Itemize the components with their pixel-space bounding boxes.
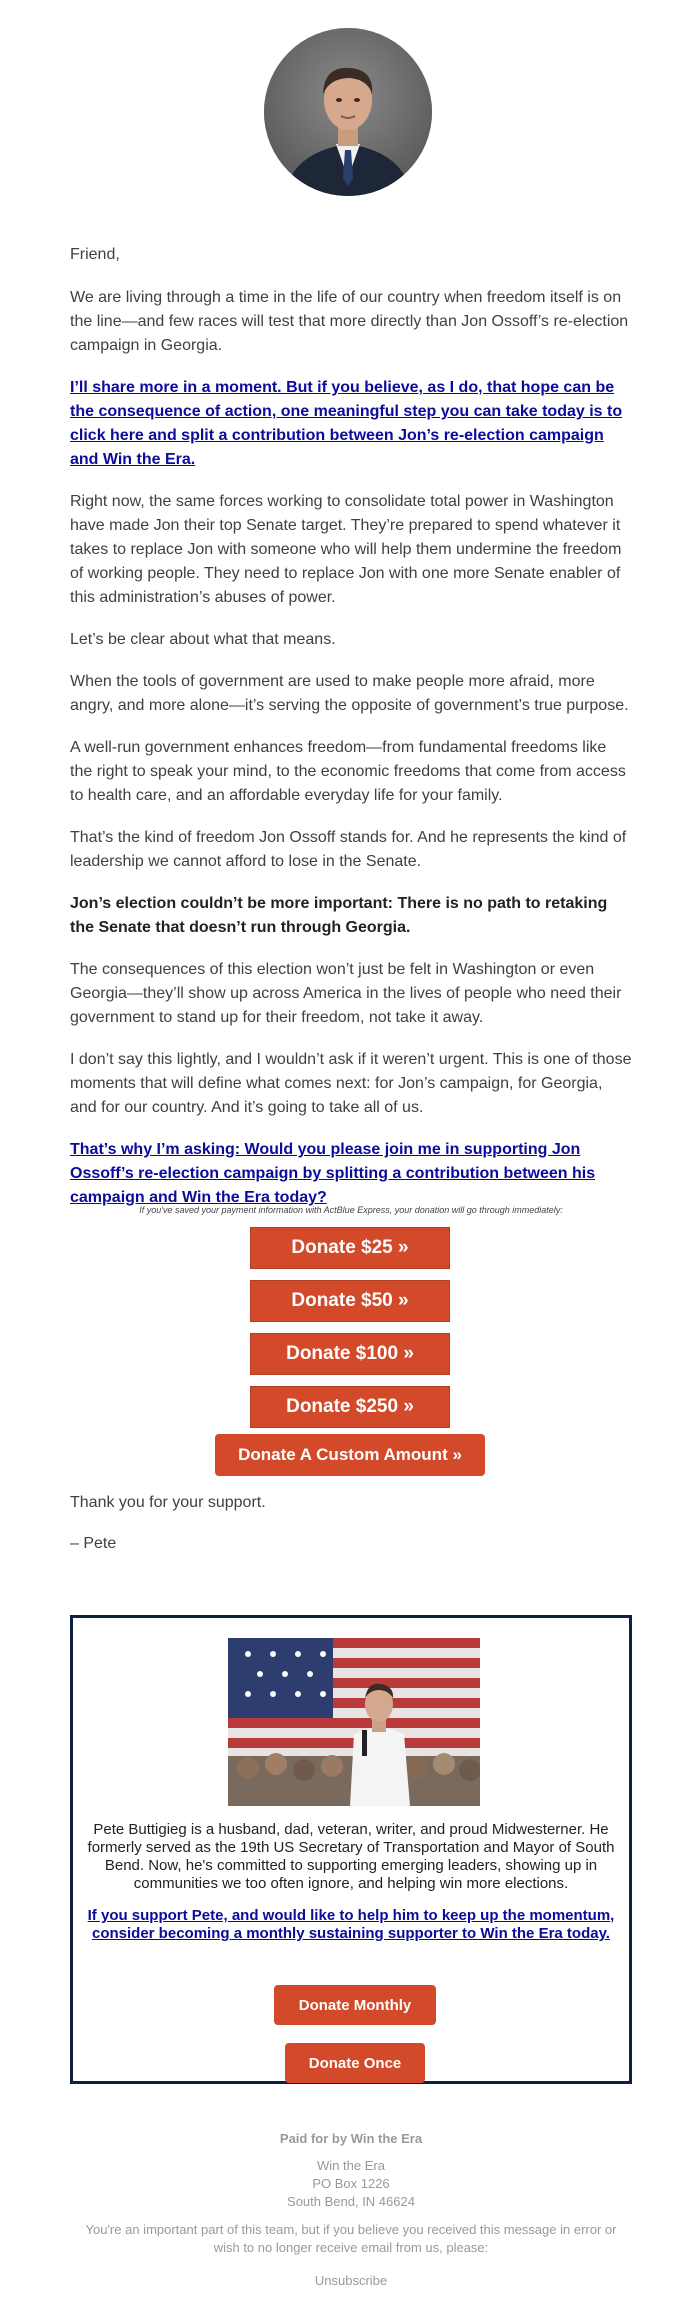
bio-box bbox=[70, 1615, 632, 2084]
paragraph-tools-of-government: When the tools of government are used to make people more afraid, more angry, and more alone—it’s serving the opposite of government’s true purpose. bbox=[70, 673, 629, 714]
footer-city: South Bend, IN 46624 bbox=[287, 2194, 415, 2209]
donate-25-button[interactable]: Donate $25 » bbox=[250, 1227, 450, 1269]
unsubscribe-link[interactable]: Unsubscribe bbox=[314, 2273, 388, 2288]
footer-po-box: PO Box 1226 bbox=[312, 2176, 390, 2191]
paragraph-ossoff-freedom: That’s the kind of freedom Jon Ossoff stands for. And he represents the kind of leadership we cannot afford to lose in the Senate. bbox=[70, 829, 627, 870]
donate-link-join-me[interactable]: That’s why I’m asking: Would you please join me in supporting Jon Ossoff’s re-election campaign by splitting a contribution between his campaign and Win the Era today? bbox=[70, 1141, 596, 1206]
donate-custom-amount-button[interactable]: Donate A Custom Amount » bbox=[215, 1434, 485, 1476]
paragraph-urgent: I don’t say this lightly, and I wouldn’t ask if it weren’t urgent. This is one of those moments that will define what comes next: for Jon’s campaign, for Georgia, and for our country. And it’s going to take all of us. bbox=[70, 1051, 632, 1116]
actblue-express-note: If you've saved your payment information with ActBlue Express, your donation will go through immediately: bbox=[139, 1205, 563, 1215]
footer-org-name: Win the Era bbox=[317, 2158, 385, 2173]
letter-body bbox=[70, 243, 632, 1228]
signature: – Pete bbox=[70, 1535, 117, 1552]
bio-description: Pete Buttigieg is a husband, dad, veteran, writer, and proud Midwesterner. He formerly served as the 19th US Secretary of Transportation and Mayor of South Bend. Now, he's committed to supporting emerging leaders, showing up in communities we too often ignore, and helping win more elections. bbox=[87, 1821, 615, 1892]
bio-photo bbox=[228, 1638, 480, 1806]
donate-100-button[interactable]: Donate $100 » bbox=[250, 1333, 450, 1375]
paragraph-no-path-bold: Jon’s election couldn’t be more important: There is no path to retaking the Senate that doesn’t run through Georgia. bbox=[70, 895, 608, 936]
donate-monthly-button[interactable]: Donate Monthly bbox=[274, 1985, 436, 2025]
salutation: Friend, bbox=[70, 246, 120, 263]
thanks-line: Thank you for your support. bbox=[70, 1494, 266, 1511]
donate-once-button[interactable]: Donate Once bbox=[285, 2043, 425, 2083]
donate-250-button[interactable]: Donate $250 » bbox=[250, 1386, 450, 1428]
paragraph-senate-target: Right now, the same forces working to consolidate total power in Washington have made Jon their top Senate target. They’re prepared to spend whatever it takes to replace Jon with someone who will help them undermine the freedom of working people. They need to replace Jon with one more Senate enabler of this administration’s abuses of power. bbox=[70, 493, 622, 606]
portrait-image bbox=[264, 28, 432, 196]
paragraph-intro: We are living through a time in the life of our country when freedom itself is on the line—and few races will test that more directly than Jon Ossoff’s re-election campaign in Georgia. bbox=[70, 289, 629, 354]
donate-50-button[interactable]: Donate $50 » bbox=[250, 1280, 450, 1322]
paragraph-consequences: The consequences of this election won’t just be felt in Washington or even Georgia—they’ll show up across America in the lives of people who need their government to stand up for their freedom, not take it away. bbox=[70, 961, 622, 1026]
sustaining-supporter-link[interactable]: If you support Pete, and would like to help him to keep up the momentum, consider becoming a monthly sustaining supporter to Win the Era today. bbox=[87, 1907, 615, 1942]
footer-unsubscribe-notice: You're an important part of this team, but if you believe you received this message in error or wish to no longer receive email from us, please: bbox=[85, 2222, 617, 2255]
paid-for-disclaimer: Paid for by Win the Era bbox=[279, 2131, 423, 2146]
paragraph-be-clear: Let’s be clear about what that means. bbox=[70, 631, 336, 648]
hero-portrait bbox=[264, 28, 432, 196]
flag-rally-image bbox=[228, 1638, 480, 1806]
donate-link-split-contribution[interactable]: I’ll share more in a moment. But if you believe, as I do, that hope can be the consequence of action, one meaningful step you can take today is to click here and split a contribution between Jon’s re-election campaign and Win the Era. bbox=[70, 379, 623, 468]
paragraph-well-run-government: A well-run government enhances freedom—from fundamental freedoms like the right to speak your mind, to the economic freedoms that come from access to health care, and an affordable everyday life for your family. bbox=[70, 739, 626, 804]
